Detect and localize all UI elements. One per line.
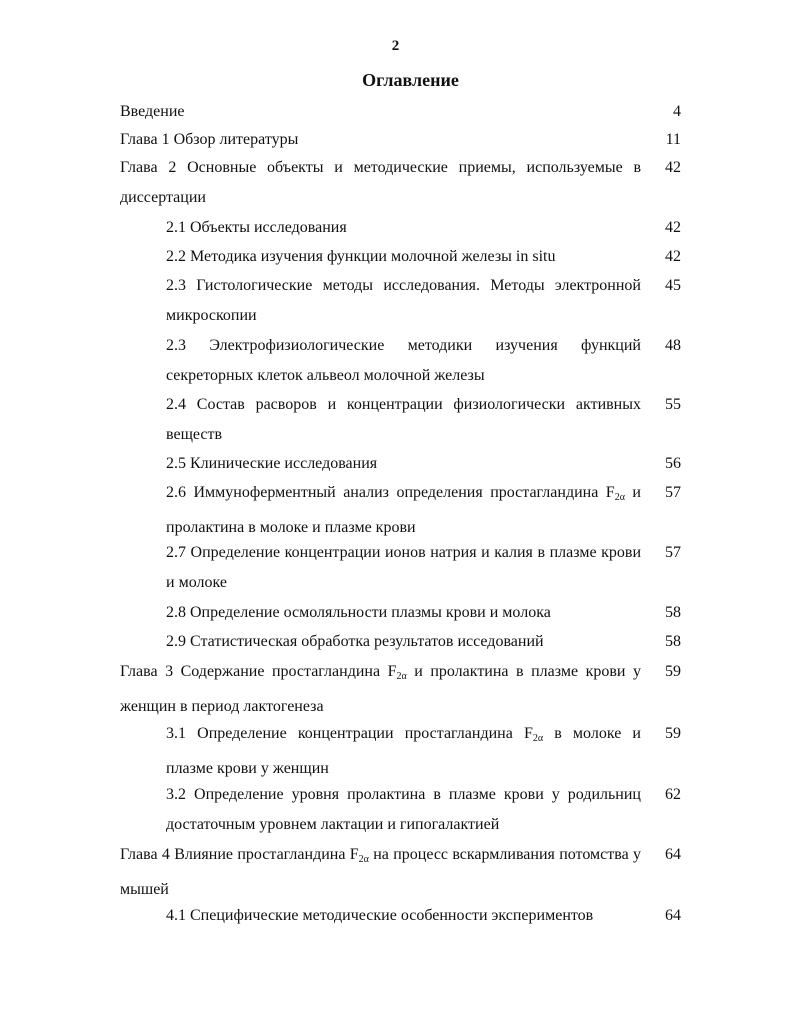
toc-entry-page: 57 <box>665 484 681 501</box>
toc-entry-text-part: на процесс вскармливания потомства у мышей <box>120 846 641 898</box>
toc-entry-chapter-3 <box>120 657 681 722</box>
toc-entry-page: 45 <box>665 277 681 294</box>
toc-entry-page: 4 <box>673 103 681 120</box>
toc-entry-page: 58 <box>665 604 681 621</box>
toc-entry-text: 4.1 Специфические методические особенности экспериментов <box>166 907 594 924</box>
toc-entry-text: 2.3 Электрофизиологические методики изучения функций секреторных клеток альвеол молочной железы <box>166 337 641 384</box>
toc-entry-page: 59 <box>665 725 681 742</box>
toc-entry-4-1 <box>166 901 681 931</box>
toc-entry-text: Введение <box>120 103 185 120</box>
toc-entry-text: 2.4 Состав расворов и концентрации физиологически активных веществ <box>166 396 641 443</box>
toc-entry-page: 42 <box>665 159 681 176</box>
toc-entry-3-1 <box>166 719 681 784</box>
toc-entry-text: 3.2 Определение уровня пролактина в плазме крови у родильниц достаточным уровнем лактации и гипогалактией <box>166 786 641 833</box>
toc-entry-page: 11 <box>665 131 681 148</box>
toc-entry-text-part: 2.6 Иммуноферментный анализ определения простагландина F <box>166 484 615 501</box>
toc-entry-text <box>120 840 641 905</box>
toc-entry-2-8 <box>166 598 681 628</box>
toc-entry-text: 2.5 Клинические исследования <box>166 455 378 472</box>
toc-entry-text-part: и пролактина в плазме крови у женщин в период лактогенеза <box>120 663 641 715</box>
toc-entry-page: 57 <box>665 544 681 561</box>
toc-entry-text-part: и пролактина в молоке и плазме крови <box>166 484 641 536</box>
toc-entry-text-part: 3.1 Определение концентрации простагландина F <box>166 725 533 742</box>
toc-entry-text <box>120 657 641 722</box>
toc-entry-subscript: 2α <box>396 671 407 682</box>
page-number: 2 <box>391 38 400 54</box>
toc-entry-text <box>166 719 641 784</box>
toc-entry-text: 2.7 Определение концентрации ионов натрия и калия в плазме крови и молоке <box>166 544 641 591</box>
toc-entry-text: 2.2 Методика изучения функции молочной железы in situ <box>166 248 556 265</box>
toc-entry-2-4 <box>166 390 681 450</box>
toc-entry-text: 2.8 Определение осмоляльности плазмы крови и молока <box>166 604 551 621</box>
toc-entry-chapter-1 <box>120 125 681 155</box>
toc-entry-page: 42 <box>665 248 681 265</box>
toc-entry-3-2 <box>166 780 681 840</box>
page-title: Оглавление <box>362 70 459 90</box>
toc-entry-subscript: 2α <box>614 492 625 503</box>
toc-entry-page: 64 <box>665 846 681 863</box>
toc-entry-page: 42 <box>665 219 681 236</box>
toc-entry-text-part: в молоке и плазме крови у женщин <box>166 725 641 777</box>
toc-entry-page: 59 <box>665 663 681 680</box>
toc-entry-page: 48 <box>665 337 681 354</box>
toc-entry-text: 2.9 Статистическая обработка результатов исседований <box>166 633 544 650</box>
toc-entry-text: Глава 1 Обзор литературы <box>120 131 299 148</box>
toc-entry-text: Глава 2 Основные объекты и методические приемы, используемые в диссертации <box>120 159 641 206</box>
toc-entry-2-3-electrophysiology <box>166 331 681 391</box>
toc-entry-text: 2.1 Объекты исследования <box>166 219 347 236</box>
toc-entry-2-1 <box>166 213 681 243</box>
toc-entry-subscript: 2α <box>358 854 369 865</box>
toc-entry-text-part: Глава 3 Содержание простагландина F <box>120 663 397 680</box>
toc-entry-chapter-4 <box>120 840 681 905</box>
toc-entry-text-part: Глава 4 Влияние простагландина F <box>120 846 359 863</box>
toc-entry-page: 56 <box>665 455 681 472</box>
toc-entry-2-5 <box>166 449 681 479</box>
toc-entry-page: 55 <box>665 396 681 413</box>
toc-entry-page: 58 <box>665 633 681 650</box>
toc-entry-2-3-histology <box>166 271 681 331</box>
toc-entry-2-2 <box>166 242 681 272</box>
toc-entry-2-7 <box>166 538 681 598</box>
toc-entry-page: 64 <box>665 907 681 924</box>
toc-entry-subscript: 2α <box>532 733 544 744</box>
toc-entry-chapter-2 <box>120 153 681 213</box>
toc-entry-page: 62 <box>665 786 681 803</box>
toc-entry-introduction <box>120 97 681 127</box>
toc-entry-text: 2.3 Гистологические методы исследования. Методы электронной микроскопии <box>166 277 641 324</box>
toc-entry-2-6 <box>166 478 681 543</box>
toc-entry-text <box>166 478 641 543</box>
toc-entry-2-9 <box>166 627 681 657</box>
